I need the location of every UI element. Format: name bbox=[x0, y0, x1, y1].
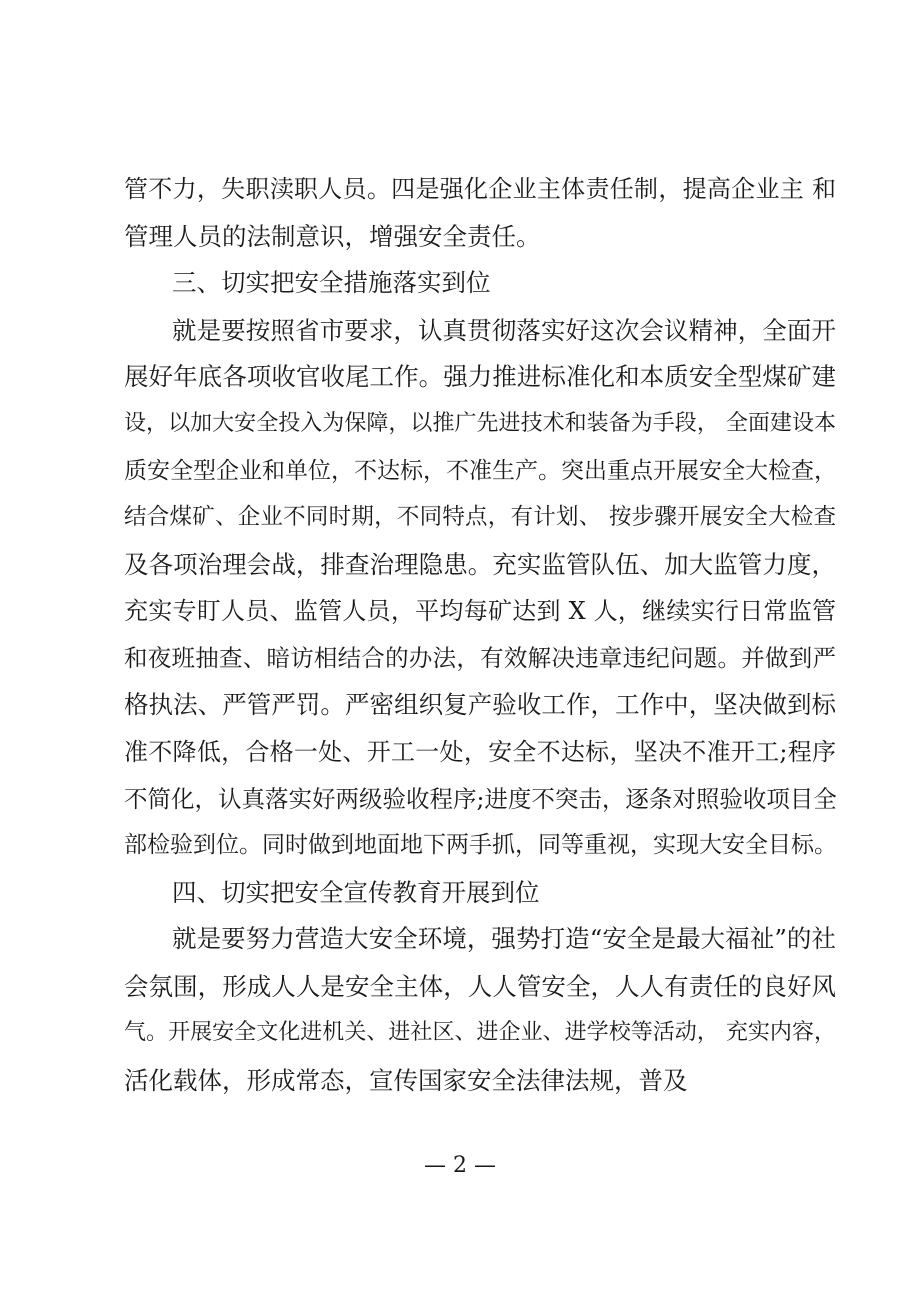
body-line: 和夜班抽查、暗访相结合的办法，有效解决违章违纪问题。并做到严 bbox=[124, 644, 836, 672]
body-line: 设，以加大安全投入为保障，以推广先进技术和装备为手段， 全面建设本 bbox=[124, 411, 836, 436]
body-line: 不简化，认真落实好两级验收程序;进度不突击，逐条对照验收项目全 bbox=[124, 785, 837, 813]
body-line: 就是要努力营造大安全环境，强势打造“安全是最大福祉”的社 bbox=[172, 924, 836, 953]
body-line: 活化载体，形成常态，宣传国家安全法律法规，普及 bbox=[124, 1066, 688, 1095]
body-line: 及各项治理会战，排查治理隐患。充实监管队伍、加大监管力度， bbox=[124, 550, 836, 579]
body-line: 部检验到位。同时做到地面地下两手抓，同等重视，实现大安全目标。 bbox=[124, 832, 837, 858]
body-line: 气。开展安全文化进机关、进社区、进企业、进学校等活动， 充实内容， bbox=[124, 1020, 836, 1045]
body-line: 结合煤矿、企业不同时期，不同特点，有计划、 按步骤开展安全大检查 bbox=[124, 504, 836, 530]
section-heading: 三、切实把安全措施落实到位 bbox=[172, 268, 491, 297]
page-number: — 2 — bbox=[424, 1153, 496, 1178]
section-heading: 四、切实把安全宣传教育开展到位 bbox=[172, 878, 540, 907]
body-line: 格执法、严管严罚。严密组织复产验收工作，工作中，坚决做到标 bbox=[124, 690, 836, 719]
body-line: 充实专盯人员、监管人员，平均每矿达到 X 人，继续实行日常监管 bbox=[124, 597, 836, 625]
body-line: 准不降低，合格一处、开工一处，安全不达标，坚决不准开工;程序 bbox=[124, 738, 836, 766]
body-line: 管不力，失职渎职人员。四是强化企业主体责任制，提高企业主 和 bbox=[124, 175, 836, 203]
body-line: 质安全型企业和单位，不达标，不准生产。突出重点开展安全大检查， bbox=[124, 458, 837, 484]
body-line: 就是要按照省市要求，认真贯彻落实好这次会议精神，全面开 bbox=[172, 316, 836, 345]
body-line: 会氛围，形成人人是安全主体，人人管安全，人人有责任的良好风 bbox=[124, 972, 836, 1001]
body-line: 展好年底各项收官收尾工作。强力推进标准化和本质安全型煤矿建 bbox=[124, 362, 836, 391]
body-line: 管理人员的法制意识，增强安全责任。 bbox=[124, 222, 541, 251]
